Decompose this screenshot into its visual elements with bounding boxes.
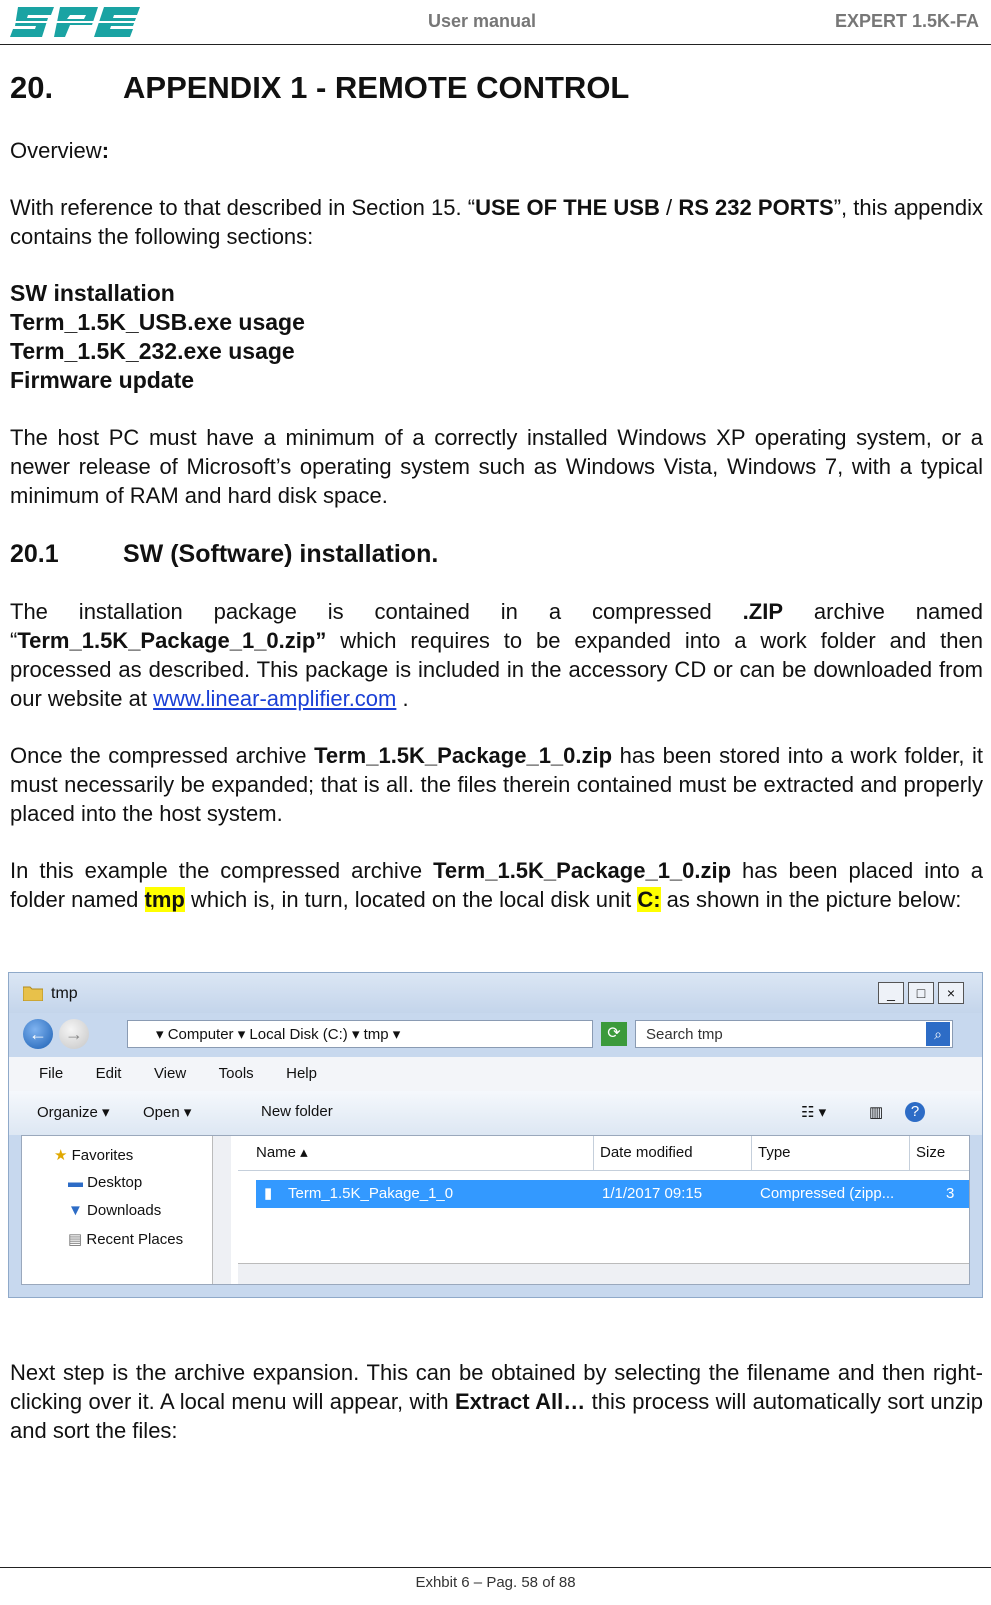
heading-title: APPENDIX 1 - REMOTE CONTROL [123, 70, 630, 105]
table-row[interactable] [256, 1180, 969, 1208]
new-folder-button[interactable]: New folder [261, 1103, 333, 1120]
desktop-icon: ▬ [68, 1174, 83, 1191]
file-date: 1/1/2017 09:15 [602, 1185, 703, 1202]
spe-logo [10, 3, 140, 41]
horizontal-scrollbar[interactable] [238, 1263, 969, 1284]
package-paragraph: The installation package is contained in a compressed .ZIP archive named “Term_1.5K_Package_1_0.zip” which requires to be expanded into a work folder and then processed as described. This package is included in the accessory CD or can be downloaded from our website at www.linear-amplifier.com . [10, 599, 983, 711]
minimize-button[interactable]: _ [878, 982, 904, 1004]
explorer-panes [21, 1135, 970, 1285]
column-size[interactable]: Size [916, 1144, 946, 1161]
address-bar[interactable]: ▾ Computer ▾ Local Disk (C:) ▾ tmp ▾ [127, 1020, 593, 1048]
downloads-icon: ▼ [68, 1202, 83, 1219]
maximize-button[interactable]: □ [908, 982, 934, 1004]
drive-highlight: C: [637, 887, 661, 912]
page-header [0, 0, 991, 45]
appendix-heading [10, 70, 983, 106]
help-icon[interactable]: ? [905, 1102, 925, 1122]
window-controls [874, 982, 964, 1004]
recent-places-icon: ▤ [68, 1231, 83, 1248]
forward-arrow-icon[interactable]: → [59, 1019, 89, 1049]
menu-bar [9, 1057, 982, 1091]
list-item: SW installation [10, 280, 175, 306]
preview-pane-icon[interactable]: ▥ [869, 1104, 884, 1121]
nav-item-favorites[interactable]: ★ Favorites [54, 1147, 134, 1164]
file-type: Compressed (zipp... [760, 1185, 895, 1202]
expand-paragraph: Once the compressed archive Term_1.5K_Package_1_0.zip has been stored into a work folder, it must necessarily be expanded; that is all. the files therein contained must be extracted and properly placed into the host system. [10, 743, 983, 826]
close-button[interactable]: × [938, 982, 964, 1004]
nav-item-desktop[interactable]: ▬ Desktop [68, 1174, 143, 1191]
website-link[interactable]: www.linear-amplifier.com [153, 686, 397, 711]
list-item: Term_1.5K_232.exe usage [10, 338, 295, 364]
navigation-pane [22, 1136, 232, 1284]
example-paragraph: In this example the compressed archive Term_1.5K_Package_1_0.zip has been placed into a folder named tmp which is, in turn, located on the local disk unit C: as shown in the picture below: [10, 858, 983, 912]
file-list-pane [238, 1136, 969, 1284]
column-date-modified[interactable]: Date modified [594, 1136, 752, 1170]
address-row [9, 1013, 982, 1057]
refresh-icon[interactable]: ⟳ [601, 1022, 627, 1046]
header-doc-type: User manual [428, 11, 537, 31]
list-item: Firmware update [10, 367, 195, 393]
file-name: Term_1.5K_Pakage_1_0 [288, 1185, 454, 1202]
nav-item-downloads[interactable]: ▼ Downloads [68, 1202, 162, 1219]
list-item: Term_1.5K_USB.exe usage [10, 309, 305, 335]
nav-item-recent-places[interactable]: ▤ Recent Places [68, 1231, 184, 1248]
intro-paragraph: With reference to that described in Section 15. “USE OF THE USB / RS 232 PORTS”, this appendix contains the following sections: [10, 195, 984, 249]
page-footer: Exhbit 6 – Pag. 58 of 88 [0, 1567, 991, 1591]
view-options-icon[interactable]: ☷ ▾ [801, 1104, 827, 1121]
column-headers [238, 1136, 969, 1171]
open-button[interactable]: Open ▾ [143, 1104, 192, 1121]
menu-help[interactable]: Help [286, 1065, 317, 1082]
zip-folder-icon: ▮ [264, 1185, 273, 1202]
tmp-highlight: tmp [144, 887, 185, 912]
organize-button[interactable]: Organize ▾ [37, 1104, 110, 1121]
search-input[interactable]: Search tmp ⌕ [635, 1020, 953, 1048]
column-name[interactable]: Name ▴ [250, 1136, 594, 1170]
heading-number: 20. [10, 70, 54, 105]
page-content [10, 70, 983, 1473]
window-title: tmp [51, 985, 78, 1002]
section-heading [10, 540, 983, 569]
menu-view[interactable]: View [153, 1065, 187, 1082]
overview-label: Overview: [10, 138, 110, 163]
column-type[interactable]: Type [752, 1136, 910, 1170]
explorer-screenshot [8, 972, 983, 1298]
star-icon: ★ [54, 1147, 68, 1164]
nav-scrollbar[interactable] [212, 1136, 231, 1284]
menu-edit[interactable]: Edit [95, 1065, 122, 1082]
menu-file[interactable]: File [39, 1065, 64, 1082]
file-size: 3 [946, 1185, 955, 1202]
section-number: 20.1 [10, 540, 59, 568]
requirements-paragraph: The host PC must have a minimum of a correctly installed Windows XP operating system, or a newer release of Microsoft’s operating system such as Windows Vista, Windows 7, with a typical minimum of RAM and hard disk space. [10, 425, 983, 508]
sections-list [10, 279, 983, 395]
folder-icon [23, 985, 43, 1001]
back-arrow-icon[interactable]: ← [23, 1019, 53, 1049]
menu-tools[interactable]: Tools [218, 1065, 254, 1082]
expansion-paragraph: Next step is the archive expansion. This can be obtained by selecting the filename and then right-clicking over it. A local menu will appear, with Extract All… this process will automatically sort unzip and sort the files: [10, 1360, 983, 1443]
search-icon[interactable]: ⌕ [926, 1022, 950, 1046]
header-model: EXPERT 1.5K-FA [834, 11, 979, 31]
explorer-titlebar [9, 973, 982, 1013]
section-title: SW (Software) installation. [123, 540, 439, 568]
command-bar [9, 1091, 982, 1135]
